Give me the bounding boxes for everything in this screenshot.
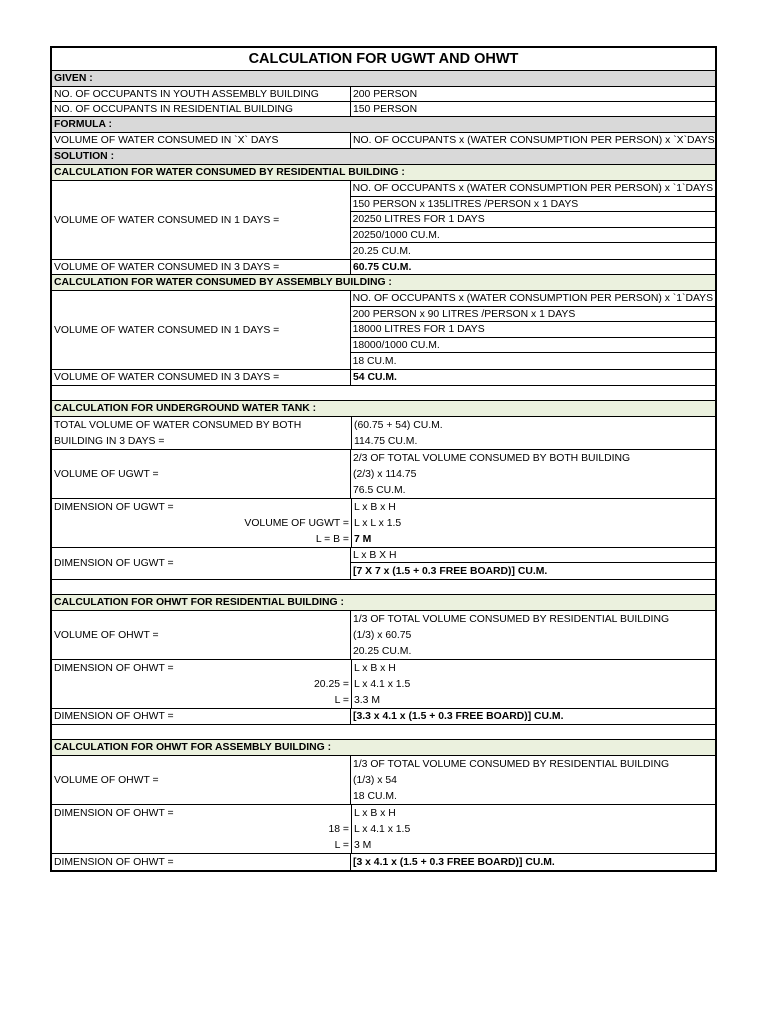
formula-header-row (52, 117, 715, 133)
calc-step: (60.75 + 54) CU.M. (354, 419, 443, 431)
assembly-header-row (52, 275, 715, 291)
ugwt-dimension-block (52, 499, 715, 548)
spacer-row (52, 386, 715, 401)
assembly-one-day-steps (351, 291, 715, 369)
given-row-assembly (52, 87, 715, 102)
calc-step: 20250 LITRES FOR 1 DAYS (351, 212, 715, 228)
ugwt-dimension-sub-label: L = B = (315, 533, 349, 545)
calc-step: L x B x H (354, 662, 396, 674)
ohwt-asm-header: CALCULATION FOR OHWT FOR ASSEMBLY BUILDING : (54, 742, 332, 753)
solution-header: SOLUTION : (54, 151, 115, 162)
ugwt-volume-label: VOLUME OF UGWT = (52, 450, 351, 498)
ugwt-volume-lines (351, 450, 715, 498)
calc-step: 18 CU.M. (352, 355, 397, 367)
ohwt-res-final-value: [3.3 x 4.1 x (1.5 + 0.3 FREE BOARD)] CU.M. (353, 711, 564, 722)
residential-header-row (52, 165, 715, 181)
given-header: GIVEN : (54, 73, 93, 84)
ohwt-res-dimension-label: DIMENSION OF OHWT = (54, 662, 174, 674)
residential-one-day-label: VOLUME OF WATER CONSUMED IN 1 DAYS = (52, 181, 351, 259)
calculation-sheet (50, 46, 717, 872)
spacer-row (52, 580, 715, 595)
ohwt-asm-dimension-lines (352, 805, 715, 853)
calc-step: L x B x H (354, 807, 396, 819)
calc-step: 1/3 OF TOTAL VOLUME CONSUMED BY RESIDENTIAL BUILDING (353, 758, 670, 770)
formula-row (52, 133, 715, 149)
residential-three-day-label: VOLUME OF WATER CONSUMED IN 3 DAYS = (52, 260, 351, 274)
calc-step: L x B X H (351, 548, 715, 563)
ohwt-asm-volume-label: VOLUME OF OHWT = (52, 756, 351, 804)
ugwt-final-dimension-block (52, 548, 715, 580)
residential-three-day-value: 60.75 CU.M. (353, 261, 412, 273)
calc-step: 7 M (354, 533, 372, 545)
ugwt-total-label-line: BUILDING IN 3 DAYS = (54, 435, 165, 447)
calc-step: 18 CU.M. (353, 790, 397, 802)
assembly-one-day-label: VOLUME OF WATER CONSUMED IN 1 DAYS = (52, 291, 351, 369)
residential-header: CALCULATION FOR WATER CONSUMED BY RESIDENTIAL BUILDING : (54, 167, 405, 178)
ugwt-total-lines (352, 417, 715, 449)
calc-step: NO. OF OCCUPANTS x (WATER CONSUMPTION PER PERSON) x `1`DAYS (351, 291, 715, 307)
calc-step: L x L x 1.5 (354, 517, 402, 529)
ohwt-res-final-label: DIMENSION OF OHWT = (52, 709, 351, 724)
ohwt-asm-final-label: DIMENSION OF OHWT = (52, 854, 351, 870)
calc-step: L x 4.1 x 1.5 (354, 678, 411, 690)
calc-step: 18000/1000 CU.M. (351, 338, 715, 353)
calc-step: 114.75 CU.M. (354, 435, 418, 447)
calc-step: (1/3) x 60.75 (353, 629, 412, 641)
ohwt-asm-final-value: [3 x 4.1 x (1.5 + 0.3 FREE BOARD)] CU.M. (353, 856, 555, 868)
title-row (52, 48, 715, 71)
ohwt-asm-dimension-labels (52, 805, 352, 853)
ohwt-res-dimension-labels (52, 660, 352, 708)
ohwt-asm-dimension-block (52, 805, 715, 854)
ohwt-res-final-row (52, 709, 715, 725)
ohwt-asm-volume-block (52, 756, 715, 805)
calc-step: L x B x H (354, 501, 396, 513)
assembly-header: CALCULATION FOR WATER CONSUMED BY ASSEMBLY BUILDING : (54, 277, 392, 288)
residential-one-day-steps (351, 181, 715, 259)
ohwt-asm-header-row (52, 740, 715, 756)
ugwt-dimension-lines (352, 499, 715, 547)
calc-step: 18000 LITRES FOR 1 DAYS (351, 322, 715, 338)
given-header-row (52, 71, 715, 87)
calc-step: 200 PERSON x 90 LITRES /PERSON x 1 DAYS (351, 307, 715, 322)
given-value: 150 PERSON (353, 103, 418, 115)
calc-step: (1/3) x 54 (353, 774, 397, 786)
calc-step: 2/3 OF TOTAL VOLUME CONSUMED BY BOTH BUILDING (353, 452, 631, 464)
residential-one-day-block (52, 181, 715, 260)
formula-value: NO. OF OCCUPANTS x (WATER CONSUMPTION PER PERSON) x `X`DAYS (353, 135, 715, 146)
assembly-three-day-value: 54 CU.M. (353, 372, 397, 383)
ohwt-asm-final-row (52, 854, 715, 870)
calc-step: [7 X 7 x (1.5 + 0.3 FREE BOARD)] CU.M. (353, 565, 548, 577)
formula-label: VOLUME OF WATER CONSUMED IN `X` DAYS (52, 133, 351, 148)
given-label: NO. OF OCCUPANTS IN RESIDENTIAL BUILDING (52, 102, 351, 116)
ohwt-asm-dimension-sub-label: 18 = (328, 823, 349, 835)
ugwt-header-row (52, 401, 715, 417)
ugwt-final-dimension-label: DIMENSION OF UGWT = (52, 548, 351, 579)
spacer-row (52, 725, 715, 740)
calc-step: 150 PERSON x 135LITRES /PERSON x 1 DAYS (351, 197, 715, 212)
calc-step: 3 M (354, 839, 372, 851)
ohwt-res-volume-block (52, 611, 715, 660)
given-value: 200 PERSON (353, 88, 418, 100)
solution-header-row (52, 149, 715, 165)
ugwt-dimension-label: DIMENSION OF UGWT = (54, 501, 174, 513)
calc-step: NO. OF OCCUPANTS x (WATER CONSUMPTION PER PERSON) x `1`DAYS (351, 181, 715, 197)
ohwt-res-dimension-block (52, 660, 715, 709)
ohwt-res-dimension-sub-label: 20.25 = (314, 678, 349, 690)
calc-step: 3.3 M (354, 694, 380, 706)
calc-step: 20250/1000 CU.M. (351, 228, 715, 243)
ohwt-res-volume-lines (351, 611, 715, 659)
ohwt-asm-volume-lines (351, 756, 715, 804)
assembly-three-day-row (52, 370, 715, 386)
ohwt-res-header: CALCULATION FOR OHWT FOR RESIDENTIAL BUILDING : (54, 597, 344, 608)
residential-three-day-row (52, 260, 715, 275)
given-row-residential (52, 102, 715, 117)
ohwt-asm-dimension-sub-label: L = (334, 839, 349, 851)
given-label: NO. OF OCCUPANTS IN YOUTH ASSEMBLY BUILDING (52, 87, 351, 101)
ugwt-total-block (52, 417, 715, 450)
ohwt-asm-dimension-label: DIMENSION OF OHWT = (54, 807, 174, 819)
ugwt-dimension-sub-label: VOLUME OF UGWT = (244, 517, 349, 529)
assembly-one-day-block (52, 291, 715, 370)
page-title: CALCULATION FOR UGWT AND OHWT (248, 51, 519, 67)
assembly-three-day-label: VOLUME OF WATER CONSUMED IN 3 DAYS = (52, 370, 351, 385)
calc-step: L x 4.1 x 1.5 (354, 823, 411, 835)
calc-step: 20.25 CU.M. (352, 245, 411, 257)
ugwt-final-dimension-lines (351, 548, 715, 579)
ohwt-res-dimension-sub-label: L = (334, 694, 349, 706)
ohwt-res-header-row (52, 595, 715, 611)
ugwt-total-label-line: TOTAL VOLUME OF WATER CONSUMED BY BOTH (54, 419, 302, 431)
ugwt-total-label (52, 417, 352, 449)
ohwt-res-volume-label: VOLUME OF OHWT = (52, 611, 351, 659)
formula-header: FORMULA : (54, 119, 112, 130)
calc-step: 1/3 OF TOTAL VOLUME CONSUMED BY RESIDENTIAL BUILDING (353, 613, 670, 625)
calc-step: 76.5 CU.M. (353, 484, 406, 496)
calc-step: 20.25 CU.M. (353, 645, 412, 657)
ohwt-res-dimension-lines (352, 660, 715, 708)
ugwt-volume-block (52, 450, 715, 499)
calc-step: (2/3) x 114.75 (353, 468, 417, 480)
ugwt-dimension-labels (52, 499, 352, 547)
ugwt-header: CALCULATION FOR UNDERGROUND WATER TANK : (54, 403, 317, 414)
